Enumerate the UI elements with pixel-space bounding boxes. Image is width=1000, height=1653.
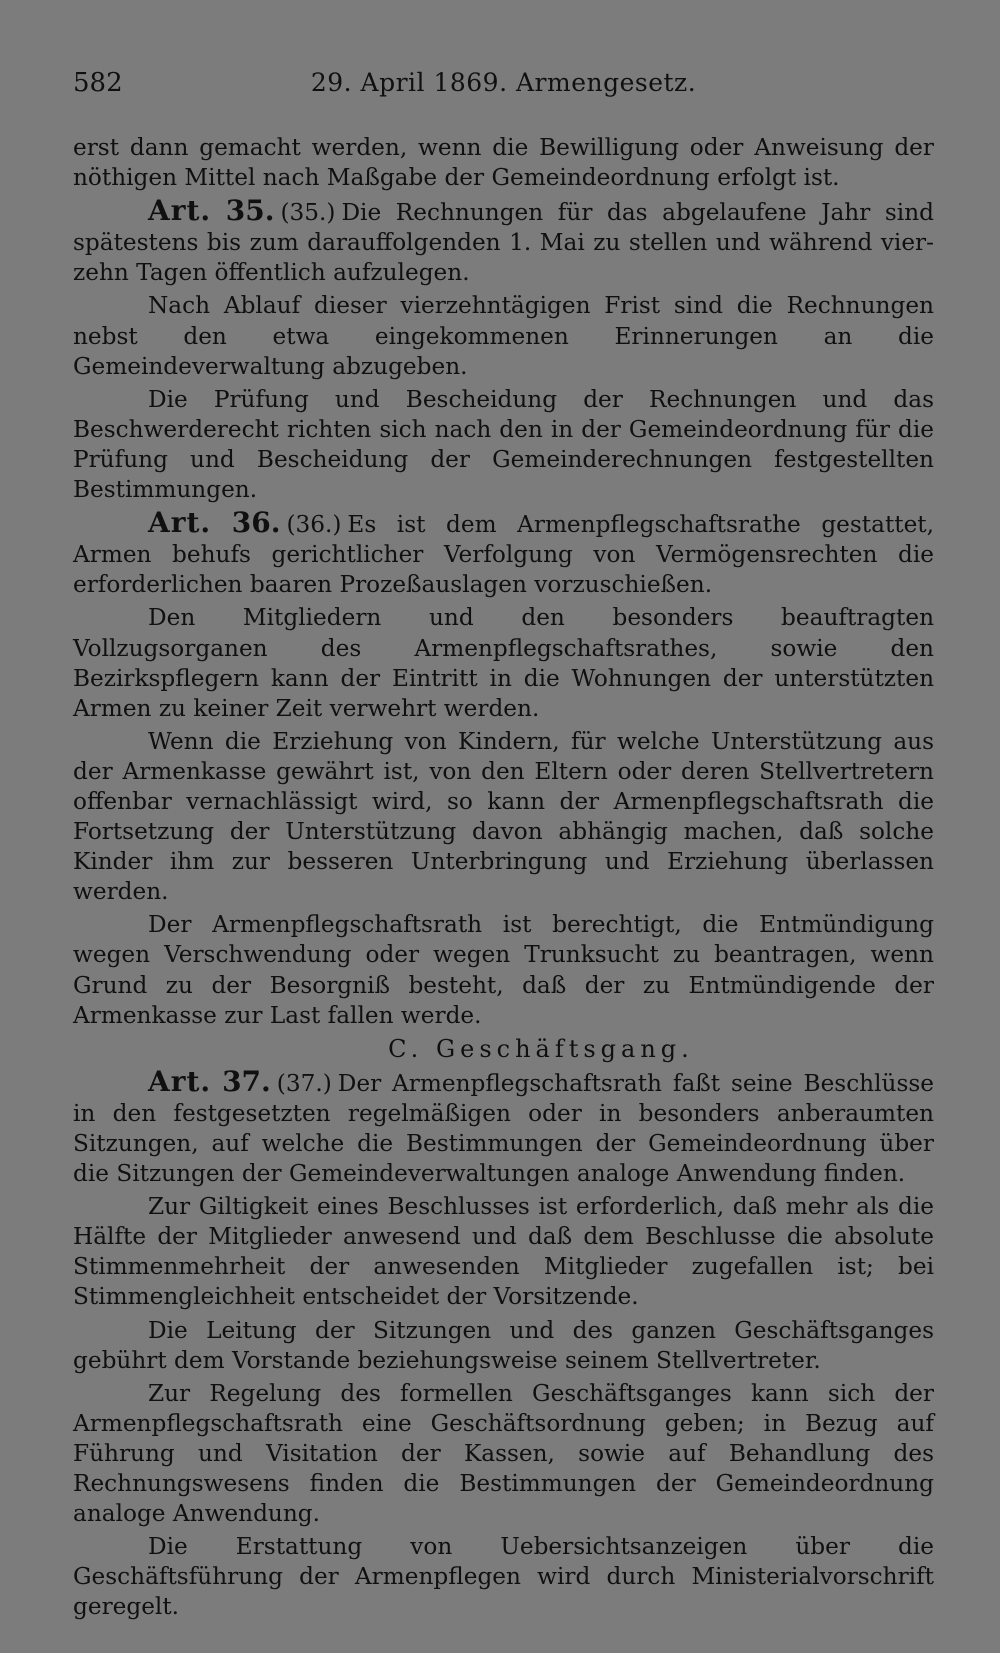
- article-number: 35.: [225, 194, 275, 228]
- paragraph: Der Armenpflegschaftsrath ist berechtigt, die Entmündigung wegen Verschwendung oder wegen Trunksucht zu beantragen, wenn Grund zu der Besorgniß besteht, daß der zu Entmündigende der Armenkasse zur Last fallen werde.: [73, 911, 934, 1029]
- paragraph: Nach Ablauf dieser vierzehntägigen Frist sind die Rechnungen nebst den etwa eingekommenen Erinnerungen an die Gemeindeverwaltung abzugeben.: [73, 292, 934, 380]
- running-head: [73, 68, 934, 108]
- article-text: Die Rechnungen für das abgelaufene Jahr sind spätestens bis zum darauffolgenden 1. Mai zu stellen und während vierzehn Tagen öffentlich aufzulegen.: [73, 199, 934, 287]
- article-number: 36.: [231, 506, 281, 540]
- old-article-number: (36.): [286, 511, 342, 539]
- paragraph-continuation: erst dann gemacht werden, wenn die Bewilligung oder Anweisung der nöthigen Mittel nach Maßgabe der Gemeindeordnung erfolgt ist.: [73, 134, 934, 192]
- paragraph: Die Leitung der Sitzungen und des ganzen Geschäftsganges gebührt dem Vorstande beziehungsweise seinem Stellvertreter.: [73, 1316, 934, 1374]
- paragraph: Die Prüfung und Bescheidung der Rechnungen und das Beschwerderecht richten sich nach den in der Gemeindeordnung für die Prüfung und Bescheidung der Gemeinderechnungen festgestellten Bestimmungen.: [73, 385, 934, 504]
- old-article-number: (37.): [276, 1069, 332, 1097]
- paragraph: Zur Regelung des formellen Geschäftsganges kann sich der Armenpflegschaftsrath eine Geschäftsordnung geben; in Bezug auf Führung und Visitation der Kassen, sowie auf Behandlung des Rechnungswesens finden die Bestimmungen der Gemeindeordnung analoge Anwendung.: [73, 1379, 934, 1528]
- article-label: Art.: [148, 1064, 212, 1098]
- section-heading: C. Geschäftsgang.: [388, 1034, 694, 1063]
- paragraph: Wenn die Erziehung von Kindern, für welche Unterstützung aus der Armenkasse gewährt ist, von den Eltern oder deren Stellvertretern offenbar vernachlässigt wird, so kann der Armenpflegschaftsrath die Fortsetzung der Unterstützung davon abhängig machen, daß solche Kinder ihm zur besseren Unterbringung und Erziehung überlassen werden.: [73, 727, 934, 906]
- paragraph: Den Mitgliedern und den besonders beauftragten Vollzugsorganen des Armenpflegschaftsrathes, sowie den Bezirkspflegern kann der Eintritt in die Wohnungen der unterstützten Armen zu keiner Zeit verwehrt werden.: [73, 604, 934, 722]
- paragraph: Zur Giltigkeit eines Beschlusses ist erforderlich, daß mehr als die Hälfte der Mitglieder anwesend und daß dem Beschlusse die absolute Stimmenmehrheit der anwesenden Mitglieder zugefallen ist; bei Stimmengleichheit entscheidet der Vorsitzende.: [73, 1193, 934, 1311]
- article-35: [73, 196, 934, 288]
- body-text: [73, 133, 934, 1626]
- article-label: Art.: [148, 194, 212, 228]
- article-37: [73, 1064, 934, 1189]
- paragraph: Die Erstattung von Uebersichtsanzeigen über die Geschäftsführung der Armenpflegen wird durch Ministerialvorschrift geregelt.: [73, 1533, 934, 1621]
- old-article-number: (35.): [280, 199, 336, 227]
- article-36: [73, 508, 934, 600]
- article-text: Der Armenpflegschaftsrath faßt seine Beschlüsse in den festgesetzten regelmäßigen oder in besonders anberaumten Sitzungen, auf welche die Bestimmungen der Gemeindeordnung über die Sitzungen der Gemeindeverwaltungen analoge Anwendung finden.: [73, 1069, 934, 1188]
- running-title: 29. April 1869. Armengesetz.: [310, 68, 697, 97]
- page-number: 582: [73, 68, 123, 98]
- article-label: Art.: [148, 506, 212, 540]
- article-number: 37.: [222, 1064, 271, 1098]
- article-text: Es ist dem Armenpflegschaftsrathe gestattet, Armen behufs gerichtlicher Verfolgung von Vermögensrechten die erforderlichen baaren Prozeßauslagen vorzuschießen.: [73, 511, 934, 599]
